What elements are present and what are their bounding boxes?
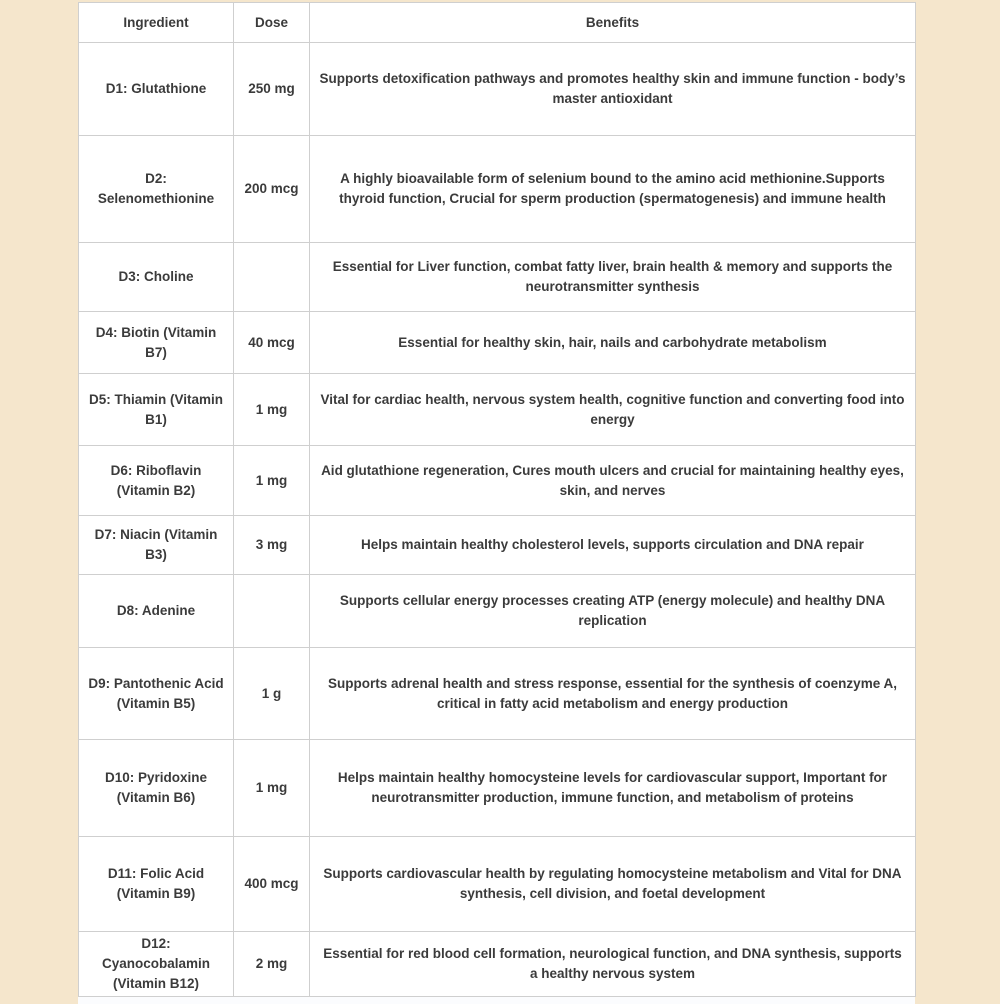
table-row <box>79 43 916 136</box>
table-header <box>79 3 916 43</box>
table-row <box>79 575 916 648</box>
dose-cell: 1 mg <box>234 740 310 837</box>
table-row <box>79 136 916 243</box>
benefits-cell: Essential for healthy skin, hair, nails and carbohydrate metabolism <box>310 312 916 374</box>
supplement-table-container <box>78 2 915 1004</box>
table-row <box>79 312 916 374</box>
benefits-cell: Helps maintain healthy homocysteine levels for cardiovascular support, Important for neurotransmitter production, immune function, and metabolism of proteins <box>310 740 916 837</box>
benefits-cell: Supports cardiovascular health by regulating homocysteine metabolism and Vital for DNA synthesis, cell division, and foetal development <box>310 837 916 932</box>
ingredient-cell: D6: Riboflavin (Vitamin B2) <box>79 446 234 516</box>
dose-cell: 3 mg <box>234 516 310 575</box>
table-row <box>79 837 916 932</box>
dose-cell: 1 mg <box>234 446 310 516</box>
ingredient-cell: D7: Niacin (Vitamin B3) <box>79 516 234 575</box>
dose-cell: 1 mg <box>234 374 310 446</box>
ingredient-cell: D9: Pantothenic Acid (Vitamin B5) <box>79 648 234 740</box>
dose-cell: 1 g <box>234 648 310 740</box>
table-row <box>79 243 916 312</box>
cutoff-content-strip <box>78 997 915 1004</box>
table-row <box>79 740 916 837</box>
table-row <box>79 516 916 575</box>
table-row <box>79 446 916 516</box>
benefits-cell: Supports adrenal health and stress response, essential for the synthesis of coenzyme A, critical in fatty acid metabolism and energy production <box>310 648 916 740</box>
benefits-cell: Essential for Liver function, combat fatty liver, brain health & memory and supports the neurotransmitter synthesis <box>310 243 916 312</box>
column-header-benefits: Benefits <box>310 3 916 43</box>
supplement-ingredients-table <box>78 2 916 997</box>
ingredient-cell: D2: Selenomethionine <box>79 136 234 243</box>
dose-cell <box>234 243 310 312</box>
table-row <box>79 932 916 997</box>
dose-cell: 2 mg <box>234 932 310 997</box>
benefits-cell: A highly bioavailable form of selenium bound to the amino acid methionine.Supports thyroid function, Crucial for sperm production (spermatogenesis) and immune health <box>310 136 916 243</box>
benefits-cell: Aid glutathione regeneration, Cures mouth ulcers and crucial for maintaining healthy eyes, skin, and nerves <box>310 446 916 516</box>
dose-cell: 40 mcg <box>234 312 310 374</box>
benefits-cell: Supports cellular energy processes creating ATP (energy molecule) and healthy DNA replication <box>310 575 916 648</box>
ingredient-cell: D1: Glutathione <box>79 43 234 136</box>
benefits-cell: Essential for red blood cell formation, neurological function, and DNA synthesis, supports a healthy nervous system <box>310 932 916 997</box>
ingredient-cell: D5: Thiamin (Vitamin B1) <box>79 374 234 446</box>
ingredient-cell: D12: Cyanocobalamin (Vitamin B12) <box>79 932 234 997</box>
benefits-cell: Vital for cardiac health, nervous system health, cognitive function and converting food into energy <box>310 374 916 446</box>
dose-cell <box>234 575 310 648</box>
ingredient-cell: D4: Biotin (Vitamin B7) <box>79 312 234 374</box>
ingredient-cell: D8: Adenine <box>79 575 234 648</box>
ingredient-cell: D3: Choline <box>79 243 234 312</box>
ingredient-cell: D11: Folic Acid (Vitamin B9) <box>79 837 234 932</box>
table-body <box>79 43 916 997</box>
column-header-dose: Dose <box>234 3 310 43</box>
table-row <box>79 648 916 740</box>
benefits-cell: Helps maintain healthy cholesterol levels, supports circulation and DNA repair <box>310 516 916 575</box>
benefits-cell: Supports detoxification pathways and promotes healthy skin and immune function - body’s master antioxidant <box>310 43 916 136</box>
dose-cell: 250 mg <box>234 43 310 136</box>
table-row <box>79 374 916 446</box>
ingredient-cell: D10: Pyridoxine (Vitamin B6) <box>79 740 234 837</box>
column-header-ingredient: Ingredient <box>79 3 234 43</box>
dose-cell: 400 mcg <box>234 837 310 932</box>
header-row <box>79 3 916 43</box>
dose-cell: 200 mcg <box>234 136 310 243</box>
